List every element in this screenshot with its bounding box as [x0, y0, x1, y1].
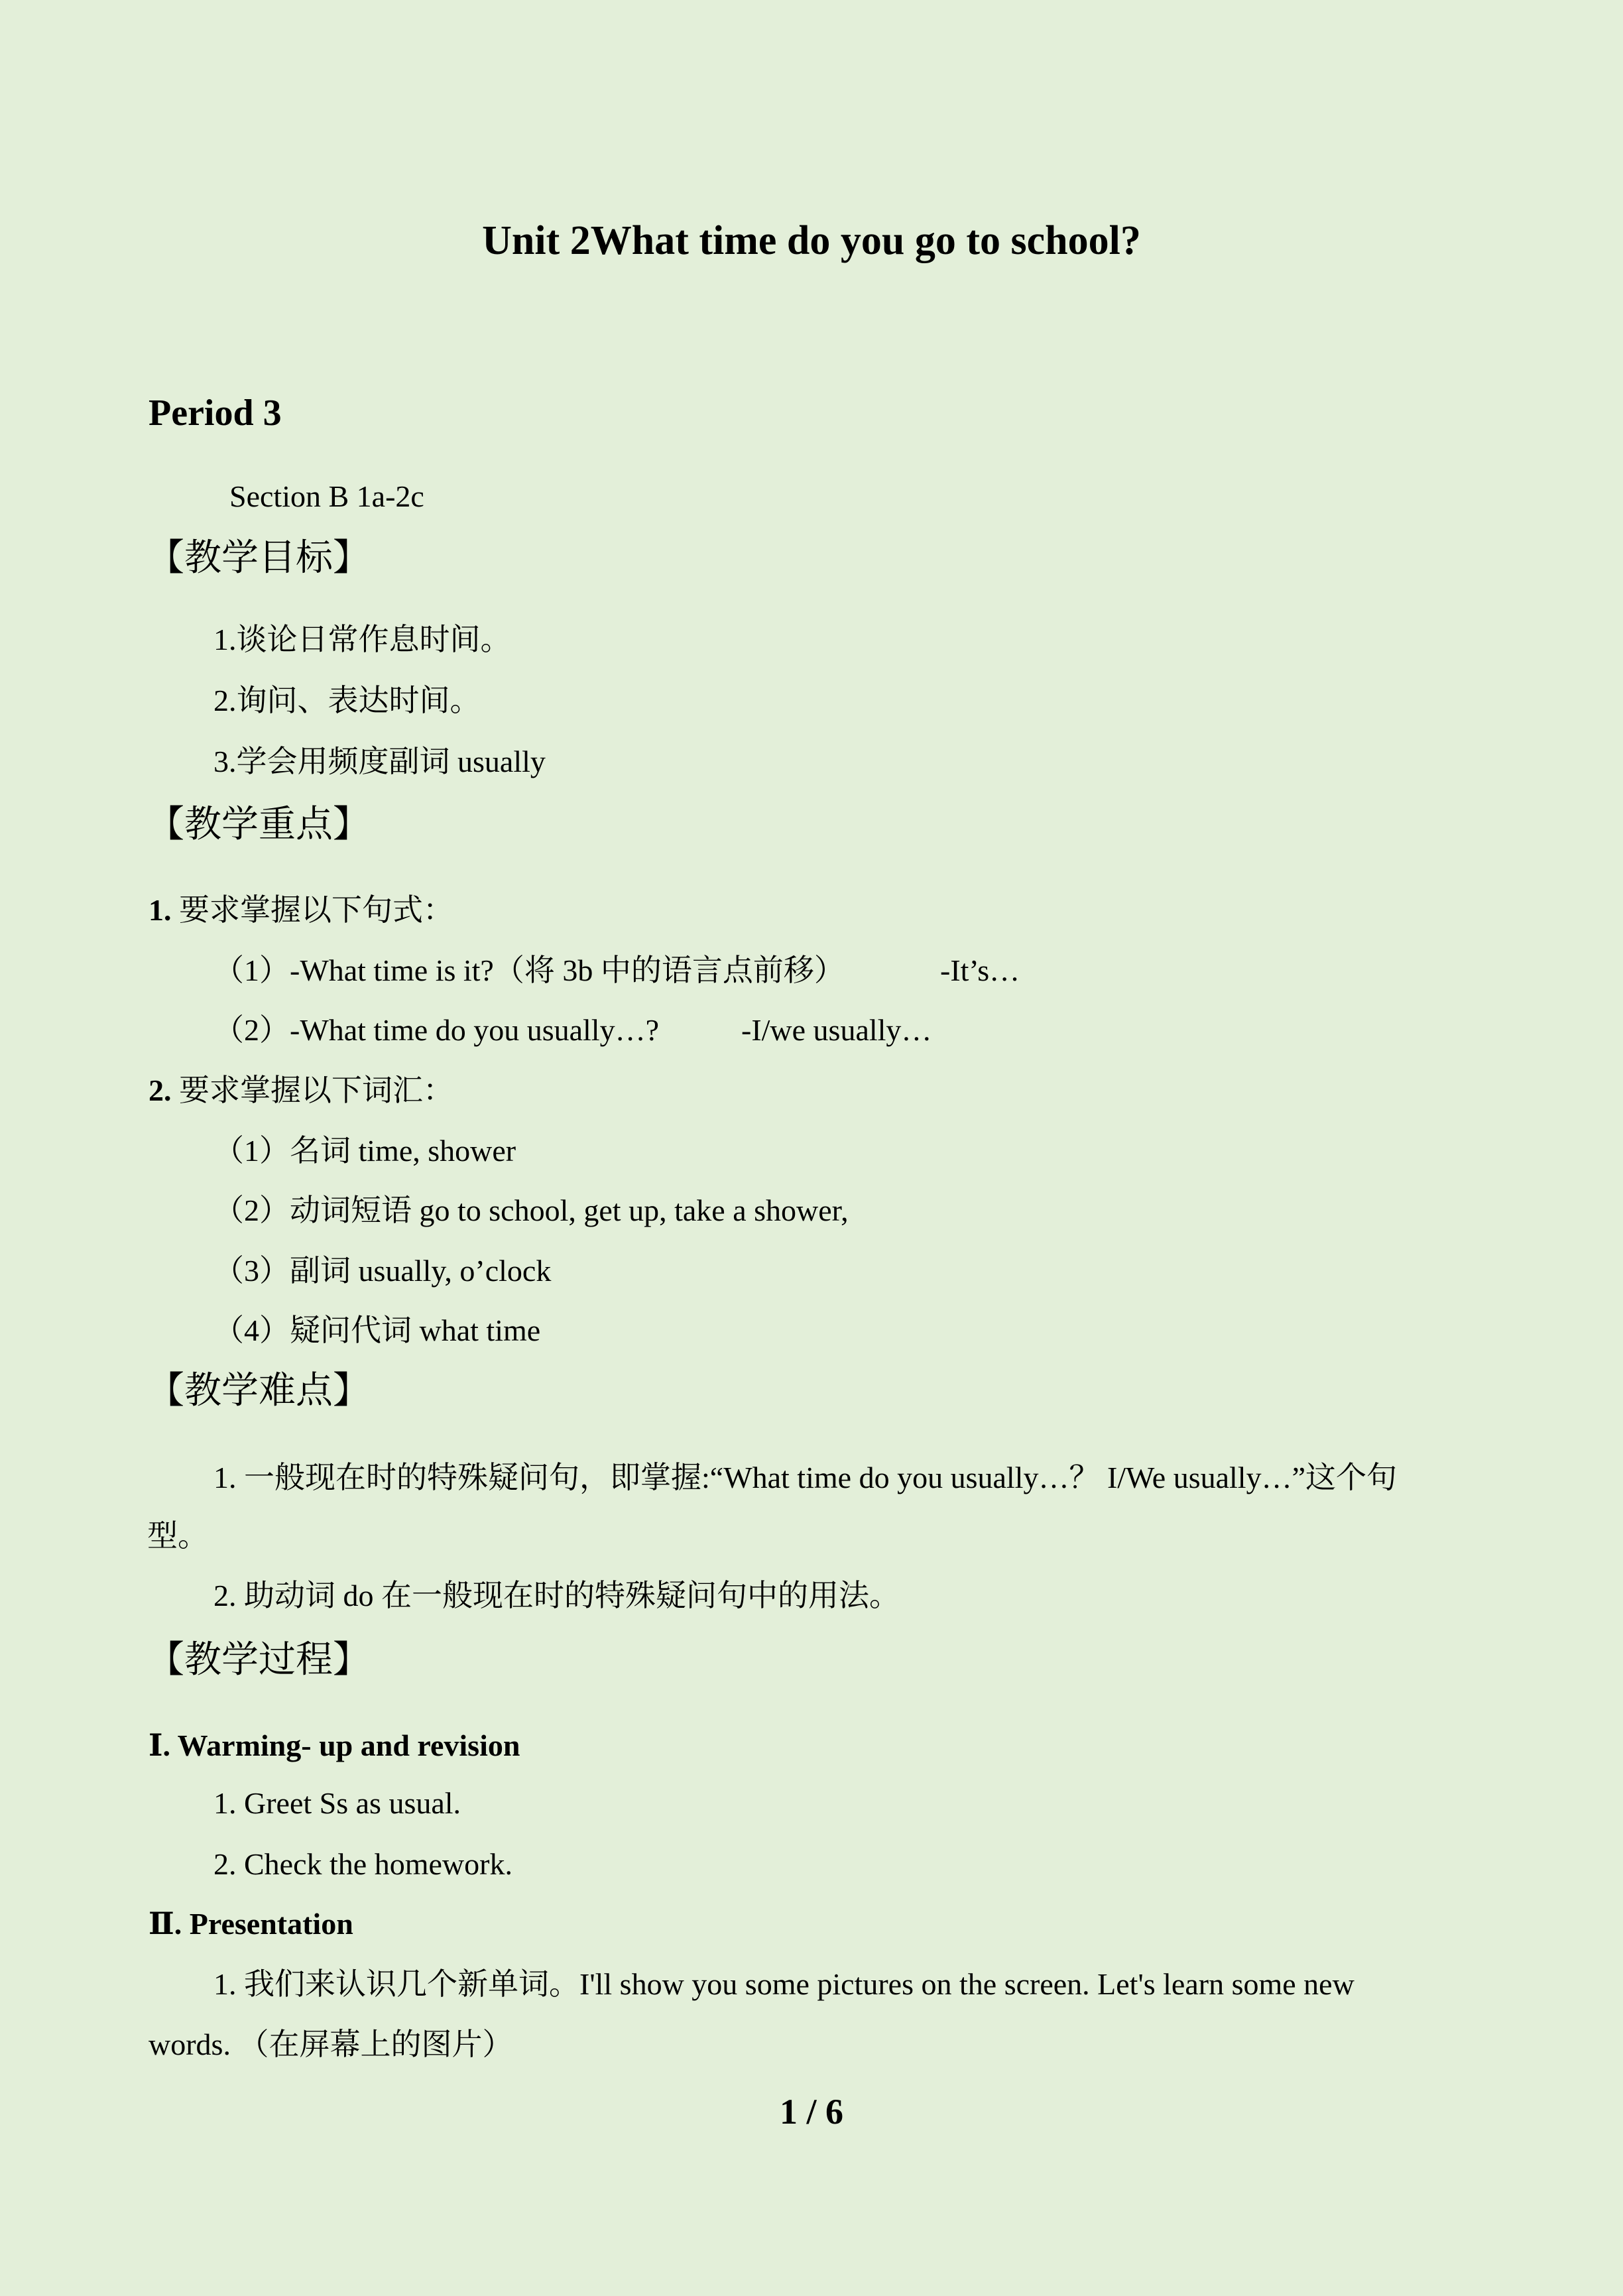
objectives-heading: 【教学目标】 [147, 536, 370, 579]
period-label: Period 3 [149, 393, 282, 434]
vocab-item-2: （2）动词短语 go to school, get up, take a shower, [213, 1193, 849, 1227]
vocab-heading-number: 2. [149, 1073, 172, 1107]
part-2-item-1-line-2: words. （在屏幕上的图片） [149, 2027, 513, 2061]
difficulty-item-1-line-1: 1. 一般现在时的特殊疑问句，即掌握:“What time do you usually…？ I/We usually…”这个句 [213, 1461, 1397, 1494]
vocab-item-3: （3）副词 usually, o’clock [213, 1254, 552, 1288]
part-2-item-1-line-1: 1. 我们来认识几个新单词。I'll show you some pictures on the screen. Let's learn some new [213, 1967, 1354, 2001]
vocab-heading-text: 要求掌握以下词汇： [179, 1073, 453, 1107]
vocab-item-1: （1）名词 time, shower [213, 1134, 516, 1168]
sentences-heading [149, 895, 453, 926]
part-1-item-1: 1. Greet Ss as usual. [213, 1786, 461, 1820]
sentences-heading-number: 1. [149, 893, 172, 927]
part-1-heading: Ⅰ. Warming- up and revision [149, 1728, 520, 1762]
process-heading: 【教学过程】 [147, 1638, 370, 1681]
vocab-heading [149, 1075, 453, 1106]
sentence-2-answer: -I/we usually… [741, 1013, 932, 1047]
sentence-1-question: （1）-What time is it?（将 3b 中的语言点前移） [213, 953, 845, 987]
part-1-item-2: 2. Check the homework. [213, 1847, 512, 1881]
difficulty-item-1-line-2: 型。 [147, 1519, 208, 1553]
sentence-1-answer: -It’s… [940, 953, 1020, 987]
part-2-heading: Ⅱ. Presentation [149, 1907, 353, 1941]
vocab-item-4: （4）疑问代词 what time [213, 1313, 541, 1347]
document-title: Unit 2What time do you go to school? [482, 218, 1141, 263]
section-label: Section B 1a-2c [229, 479, 424, 513]
sentence-2-question: （2）-What time do you usually…? [213, 1013, 659, 1047]
objective-item-3: 3.学会用频度副词 usually [213, 745, 546, 778]
objective-item-2: 2.询问、表达时间。 [213, 684, 481, 717]
page-number: 1 / 6 [779, 2092, 843, 2132]
difficulty-item-2: 2. 助动词 do 在一般现在时的特殊疑问句中的用法。 [213, 1579, 900, 1612]
key-points-heading: 【教学重点】 [147, 803, 370, 846]
sentences-heading-text: 要求掌握以下句式： [179, 893, 453, 927]
objective-item-1: 1.谈论日常作息时间。 [213, 623, 511, 656]
difficulties-heading: 【教学难点】 [147, 1369, 370, 1412]
